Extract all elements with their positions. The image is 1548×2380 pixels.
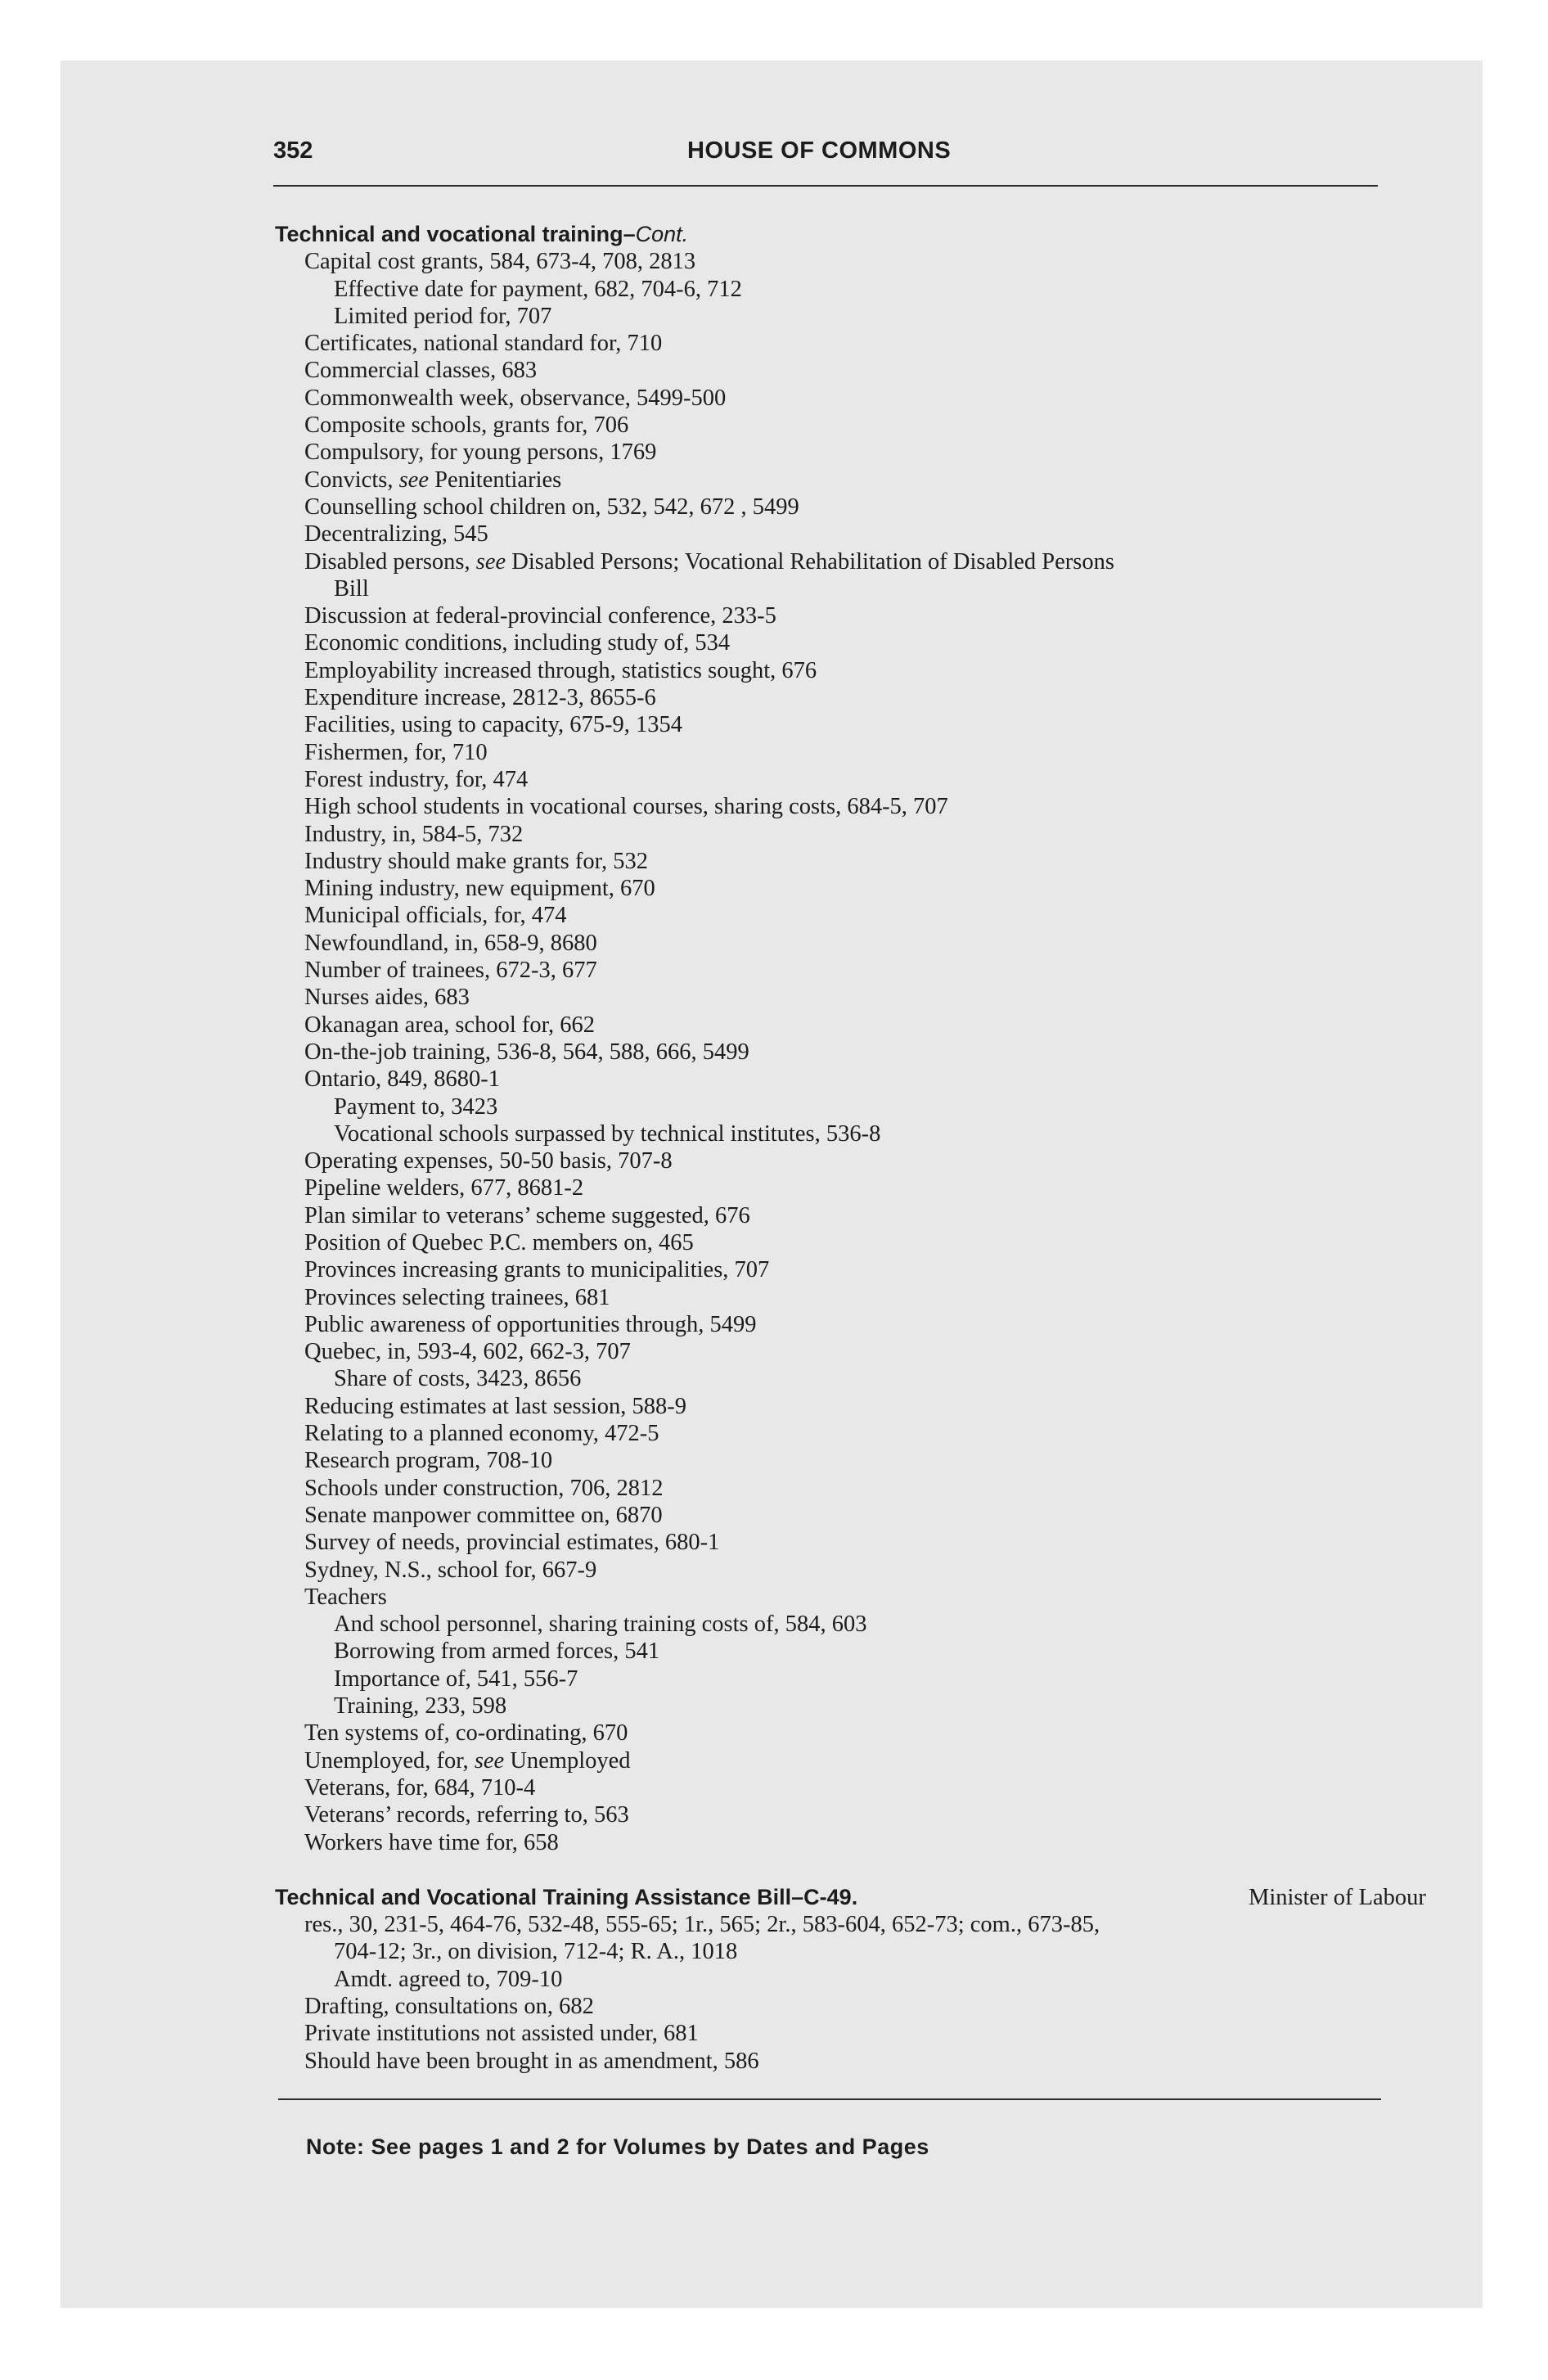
subentry-text: Number of trainees, 672-3, 677 [304,958,597,984]
subentry-text: Quebec, in, 593-4, 602, 662-3, 707 [304,1339,631,1365]
index-subentry [275,1801,1388,1828]
subentry-text: Counselling school children on, 532, 542, 672 , 5499 [304,494,799,520]
subentry-text: Workers have time for, 658 [304,1829,559,1855]
see-target: Unemployed [504,1747,631,1774]
subentry-text: Compulsory, for young persons, 1769 [304,439,657,466]
index-subentry [275,1584,1388,1611]
index-subentry [275,248,1388,275]
subentry-text: Operating expenses, 50-50 basis, 707-8 [304,1148,673,1174]
subentry-text: Disabled persons, [304,548,476,575]
subentry-text: Facilities, using to capacity, 675-9, 1354 [304,712,682,738]
subentry-text: Ontario, 849, 8680-1 [304,1066,501,1093]
subentry-text: Economic conditions, including study of, 534 [304,630,731,656]
index-subentry [275,412,1388,439]
index-subentry [275,1174,1388,1201]
entry-gap [275,1856,1388,1884]
subentry-text: Borrowing from armed forces, 541 [334,1639,660,1665]
index-subentry [275,1039,1388,1066]
subentry-text: Payment to, 3423 [334,1093,498,1120]
index-subentry [275,766,1388,793]
index-subentry [275,629,1388,656]
index-subentry [275,1147,1388,1174]
index-subentry [275,1693,1388,1720]
see-reference: see [474,1747,505,1774]
index-subentry [275,357,1388,384]
subentry-text: Teachers [304,1584,387,1610]
running-head [273,137,1378,170]
index-subentry [275,2020,1388,2047]
subentry-text: Okanagan area, school for, 662 [304,1012,595,1038]
subentry-text: Forest industry, for, 474 [304,766,529,792]
index-subentry [275,711,1388,738]
index-subentry [275,602,1388,629]
subentry-text: Commonwealth week, observance, 5499-500 [304,385,727,411]
subentry-text: Importance of, 541, 556-7 [334,1666,578,1692]
subentry-text: And school personnel, sharing training costs of, 584, 603 [334,1611,867,1638]
index-subentry [275,739,1388,766]
subentry-text: Reducing estimates at last session, 588-9 [304,1393,687,1419]
subentry-text: res., 30, 231-5, 464-76, 532-48, 555-65; 1r., 565; 2r., 583-604, 652-73; com., 673-85, [304,1912,1100,1938]
subentry-text: High school students in vocational courses, sharing costs, 684-5, 707 [304,794,948,820]
subentry-text: Training, 233, 598 [334,1693,507,1720]
subentry-text: Newfoundland, in, 658-9, 8680 [304,930,597,956]
index-subentry [275,1447,1388,1474]
index-subentry [275,930,1388,957]
index-subentry [275,1229,1388,1256]
index-content [275,221,1426,2075]
index-subentry [275,984,1388,1011]
see-reference: see [398,467,429,493]
index-subentry [275,793,1388,820]
subentry-text: 704-12; 3r., on division, 712-4; R. A., 1018 [334,1939,738,1965]
subentry-text: Certificates, national standard for, 710 [304,331,663,357]
index-subentry [275,821,1388,848]
index-subentry [275,1611,1388,1638]
subentry-text: Veterans, for, 684, 710-4 [304,1774,536,1801]
index-subentry [275,1774,1388,1801]
index-subentry [275,2048,1388,2075]
index-subentry [275,1938,1388,1965]
subentry-text: Composite schools, grants for, 706 [304,412,629,439]
subentry-text: Decentralizing, 545 [304,521,488,548]
subentry-text: Industry should make grants for, 532 [304,848,648,874]
subentry-text: Pipeline welders, 677, 8681-2 [304,1175,584,1201]
subentry-text: Survey of needs, provincial estimates, 680-1 [304,1530,720,1556]
subentry-text: Veterans’ records, referring to, 563 [304,1802,629,1828]
index-subentry [275,684,1388,711]
see-target: Disabled Persons; Vocational Rehabilitation of Disabled Persons [506,548,1114,575]
page-title: HOUSE OF COMMONS [687,137,952,164]
index-subentry [275,1747,1388,1774]
index-subentry [275,1311,1388,1338]
index-subentry [275,1993,1388,2020]
index-subentry [275,385,1388,412]
entry-heading-text: Technical and vocational training– [275,222,636,246]
entry-heading-cont: Cont. [635,222,689,246]
index-subentry [275,848,1388,875]
index-subentry [275,1720,1388,1747]
index-subentry [275,875,1388,902]
subentry-text: Schools under construction, 706, 2812 [304,1475,664,1501]
header-rule [273,185,1378,187]
page-number: 352 [273,137,313,164]
subentry-text: Discussion at federal-provincial conference, 233-5 [304,603,776,629]
see-target: Penitentiaries [428,467,562,493]
subentry-text: Effective date for payment, 682, 704-6, 712 [334,276,742,302]
subentry-text: Provinces selecting trainees, 681 [304,1284,610,1310]
entry-heading-text: Technical and Vocational Training Assistance Bill–C-49. [275,1884,858,1909]
subentry-text: Provinces increasing grants to municipalities, 707 [304,1257,770,1283]
subentry-text: On-the-job training, 536-8, 564, 588, 666, 5499 [304,1039,749,1065]
subentry-text: Position of Quebec P.C. members on, 465 [304,1229,694,1255]
index-subentry [275,521,1388,548]
index-subentry [275,1911,1388,1938]
index-subentry [275,439,1388,466]
subentry-text: Plan similar to veterans’ scheme suggested, 676 [304,1202,750,1228]
entry-heading [275,1884,1426,1911]
subentry-text: Sydney, N.S., school for, 667-9 [304,1557,597,1583]
subentry-text: Fishermen, for, 710 [304,739,488,765]
index-subentry [275,1284,1388,1311]
index-subentry [275,330,1388,357]
subentry-text: Private institutions not assisted under, 681 [304,2021,699,2047]
index-subentry [275,1093,1388,1120]
index-subentry [275,1256,1388,1283]
subentry-text: Public awareness of opportunities through, 5499 [304,1311,757,1337]
index-subentry [275,1966,1388,1993]
index-subentry [275,1420,1388,1447]
index-subentry [275,276,1388,303]
index-subentry [275,657,1388,684]
subentry-text: Mining industry, new equipment, 670 [304,876,655,902]
subentry-text: Nurses aides, 683 [304,985,470,1011]
subentry-text: Employability increased through, statistics sought, 676 [304,657,817,683]
subentry-text: Expenditure increase, 2812-3, 8655-6 [304,685,656,711]
index-subentry [275,1529,1388,1556]
subentry-continuation: Bill [334,575,369,602]
index-subentry [275,957,1388,984]
index-subentry [275,1475,1388,1502]
subentry-text: Share of costs, 3423, 8656 [334,1366,582,1392]
index-subentry [275,303,1388,330]
index-subentry [275,467,1388,494]
index-subentry [275,1066,1388,1093]
index-subentry [275,1502,1388,1529]
footer-rule [278,2098,1381,2100]
subentry-text: Municipal officials, for, 474 [304,903,567,929]
index-subentry [275,1638,1388,1665]
index-subentry [275,1365,1388,1392]
subentry-text: Senate manpower committee on, 6870 [304,1502,663,1528]
index-subentry [275,494,1388,521]
subentry-text: Convicts, [304,467,399,493]
entry-heading [275,221,1388,248]
index-subentry [275,1338,1388,1365]
see-reference: see [475,548,506,575]
index-subentry [275,1202,1388,1229]
subentry-text: Research program, 708-10 [304,1448,553,1474]
index-subentry [275,1829,1388,1856]
subentry-text: Relating to a planned economy, 472-5 [304,1421,659,1447]
subentry-text: Capital cost grants, 584, 673-4, 708, 2813 [304,249,696,275]
subentry-text: Should have been brought in as amendment, 586 [304,2048,759,2074]
subentry-text: Commercial classes, 683 [304,358,538,384]
index-subentry [275,1666,1388,1693]
subentry-text: Limited period for, 707 [334,303,552,329]
footer-note: Note: See pages 1 and 2 for Volumes by Dates and Pages [306,2134,929,2159]
subentry-text: Ten systems of, co-ordinating, 670 [304,1720,628,1747]
subentry-text: Industry, in, 584-5, 732 [304,821,524,847]
subentry-text: Unemployed, for, [304,1747,475,1774]
index-subentry [275,1012,1388,1039]
entry-minister: Minister of Labour [1249,1884,1426,1910]
index-subentry [275,1120,1388,1147]
subentry-text: Drafting, consultations on, 682 [304,1994,594,2019]
subentry-text: Vocational schools surpassed by technical institutes, 536-8 [334,1120,881,1147]
entry-subentries [275,248,1388,1856]
index-subentry [275,548,1388,603]
index-subentry [275,902,1388,929]
subentry-text: Amdt. agreed to, 709-10 [334,1966,563,1992]
index-subentry [275,1557,1388,1584]
entry-subentries [275,1911,1388,2075]
index-subentry [275,1393,1388,1420]
